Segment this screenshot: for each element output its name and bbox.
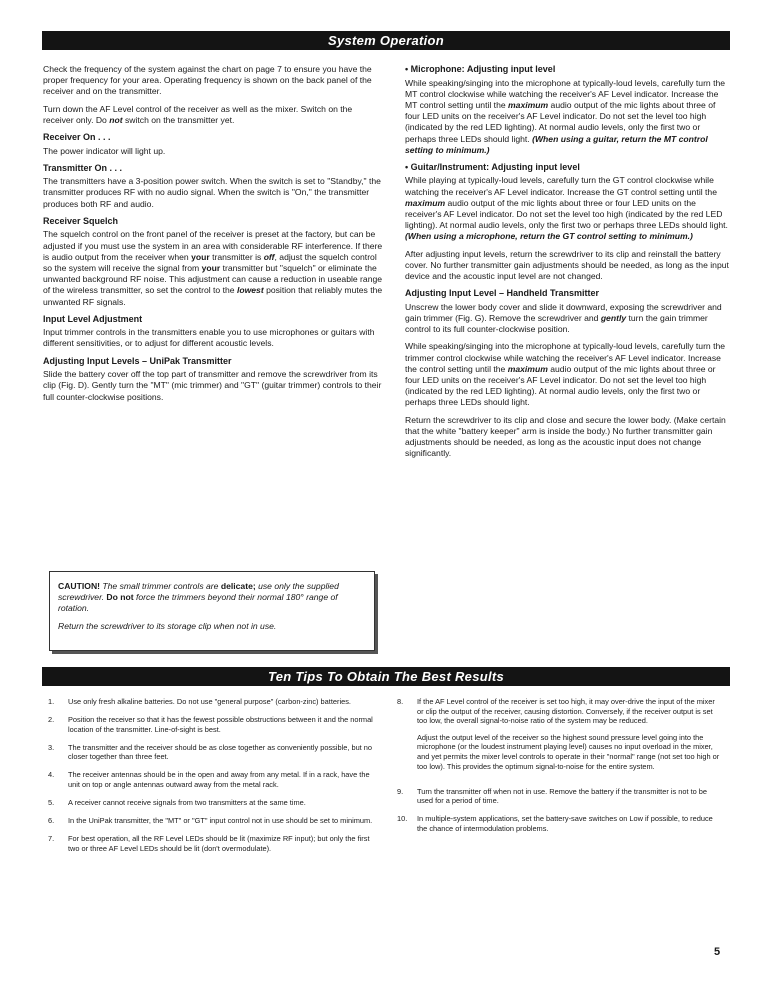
guitar-paragraph: While playing at typically-loud levels, carefully turn the GT control clockwise while watching the receiver's AF Level indicator. Increase the GT control setting until the maximum audio output of the mic lights about three or four LED units on the receiver's AF Level indicator. Do not set the level too high (indicated by the red LED lighting). At normal audio levels, only the first two or perhaps three LEDs should light. (When using a microphone, return the GT control setting to minimum.) — [405, 175, 728, 242]
handheld-paragraph-2: While speaking/singing into the microphone at typically-loud levels, carefully turn the trimmer control clockwise while watching the receiver's AF Level indicator. Increase the control setting until the maximum audio output of the mic lights about three or four LED units on the receiver's AF Level indicator. Do not set the level too high (indicated by the red LED lighting). At normal audio levels, only the first two or perhaps three LEDs should light. — [405, 341, 726, 408]
receiver-on-paragraph: The power indicator will light up. — [43, 145, 166, 156]
left-column — [43, 64, 383, 409]
after-adjusting-paragraph: After adjusting input levels, return the screwdriver to its clip and reinstall the battery cover. No further transmitter gain adjustments should be needed, as long as the input device and the acoustic input level are not changed. — [405, 248, 729, 282]
heading-receiver-squelch: Receiver Squelch — [43, 215, 119, 226]
handheld-paragraph-1: Unscrew the lower body cover and slide it downward, exposing the screwdriver and gain trimmer (Fig. G). Remove the screwdriver and gently turn the gain trimmer control to its full counter-clockwise position. — [405, 301, 722, 335]
section-banner-ten-tips: Ten Tips To Obtain The Best Results — [42, 667, 730, 686]
list-item: 1. Use only fresh alkaline batteries. Do not use "general purpose" (carbon-zinc) batteries. — [48, 697, 351, 706]
list-item: 9. Turn the transmitter off when not in use. Remove the battery if the transmitter is not to be used for a period of time. — [397, 786, 708, 806]
heading-input-level-adjustment: Input Level Adjustment — [43, 313, 143, 324]
page-number: 5 — [714, 946, 721, 958]
unipak-paragraph: Slide the battery cover off the top part of transmitter and remove the screwdriver from its clip (Fig. D). Gently turn the "MT" (mic trimmer) and "GT" (guitar trimmer) controls to their full counter-clockwise positions. — [43, 369, 382, 402]
caution-storage-text: Return the screwdriver to its storage clip when not in use. — [58, 620, 277, 631]
transmitter-on-paragraph: The transmitters have a 3-position power switch. When the switch is set to "Standby," the transmitter produces RF with no audio signal. When the switch is "On," the transmitter produces both RF and audio. — [43, 176, 381, 209]
list-item: 7. For best operation, all the RF Level LEDs should be lit (maximize RF input); but only the first two or three AF Level LEDs should be lit (don't overmodulate). — [48, 834, 370, 853]
list-item: 2. Position the receiver so that it has the fewest possible obstructions between it and the normal location of the transmitter. Line-of-sight is best. — [48, 715, 373, 734]
heading-unipak-transmitter: Adjusting Input Levels – UniPak Transmitter — [43, 355, 232, 366]
intro-paragraph: Check the frequency of the system against the chart on page 7 to ensure you have the proper frequency for your area. Operating frequency is shown on the back panel of the receiver and on the transmitter. — [43, 64, 372, 97]
caution-box — [49, 571, 375, 651]
heading-microphone-input: • Microphone: Adjusting input level — [405, 64, 556, 74]
list-item: 10. In multiple-system applications, set the battery-save switches on Low if possible, to reduce the chance of intermodulation problems. — [397, 814, 713, 833]
tips-left-column — [48, 697, 373, 862]
tips-right-column — [397, 697, 722, 842]
heading-guitar-input: • Guitar/Instrument: Adjusting input level — [405, 161, 580, 172]
handheld-paragraph-3: Return the screwdriver to its clip and close and secure the lower body. (Make certain that the white "battery keeper" arm is inside the body.) No further transmitter gain adjustments should be needed, as long as the acoustic input does not change significantly. — [405, 414, 726, 459]
heading-transmitter-on: Transmitter On . . . — [43, 162, 123, 173]
list-item: 8. If the AF Level control of the receiver is set too high, it may over-drive the input of the mixer or clip the output of the receiver, causing distortion. Conversely, if the receiver output is set too low, the overall signal-to-noise ratio of the system may be reduced. Adjust the output level of the receiver so the highest sound pressure level going into the microphone (or the loudest instrument playing level) causes no input overload in the mixer, and yet permits the mixer level controls to operate in their "normal" range (not set too high or too low). This provides the optimum signal-to-noise for the entire system. — [397, 697, 720, 771]
list-item: 3. The transmitter and the receiver should be as close together as conveniently possible, but no closer together than three feet. — [48, 742, 373, 762]
list-item: 5. A receiver cannot receive signals from two transmitters at the same time. — [48, 798, 306, 808]
caution-text: CAUTION! The small trimmer controls are delicate; use only the supplied screwdriver. Do not force the trimmers beyond their normal 180° range of rotation. — [58, 581, 339, 614]
right-column — [405, 64, 730, 465]
heading-receiver-on: Receiver On . . . — [43, 132, 111, 143]
list-item: 4. The receiver antennas should be in the open and away from any metal. If in a rack, have the unit on top or angle antennas outward away from the metal rack. — [48, 770, 370, 790]
heading-handheld-transmitter: Adjusting Input Level – Handheld Transmitter — [405, 288, 600, 299]
microphone-paragraph: While speaking/singing into the microphone at typically-loud levels, carefully turn the MT control clockwise while watching the receiver's AF Level indicator. Increase the MT control setting until the maximum audio output of the mic lights about three of four LED units on the receiver's AF Level indicator. Do not set the level too high (indicated by the red LED lighting). At normal audio levels, only the first two or perhaps three LEDs should light. (When using a guitar, return the MT control setting to minimum.) — [405, 77, 726, 155]
input-level-paragraph: Input trimmer controls in the transmitters enable you to use microphones or guitars with different sensitivities, or to adjust for different acoustic levels. — [43, 327, 375, 349]
caution-label: CAUTION! — [58, 581, 101, 591]
list-item: 6. In the UniPak transmitter, the "MT" or "GT" input control not in use should be set to minimum. — [48, 816, 373, 826]
section-banner-system-operation: System Operation — [42, 31, 730, 50]
turn-down-paragraph: Turn down the AF Level control of the receiver as well as the mixer. Switch on the receiver only. Do not switch on the transmitter yet. — [43, 103, 353, 125]
squelch-paragraph: The squelch control on the front panel of the receiver is preset at the factory, but can be adjusted if you must use the system in an area with considerable RF interference. If there is audio output from the receiver when your transmitter is off, adjust the squelch control so the system will receive the signal from your transmitter but "squelch" or eliminate the unwanted background RF noise. This adjustment can cause a reduction in useable range of the wireless transmitter, so set the control to the lowest position that reliably mutes the unwanted RF signals. — [43, 229, 383, 307]
